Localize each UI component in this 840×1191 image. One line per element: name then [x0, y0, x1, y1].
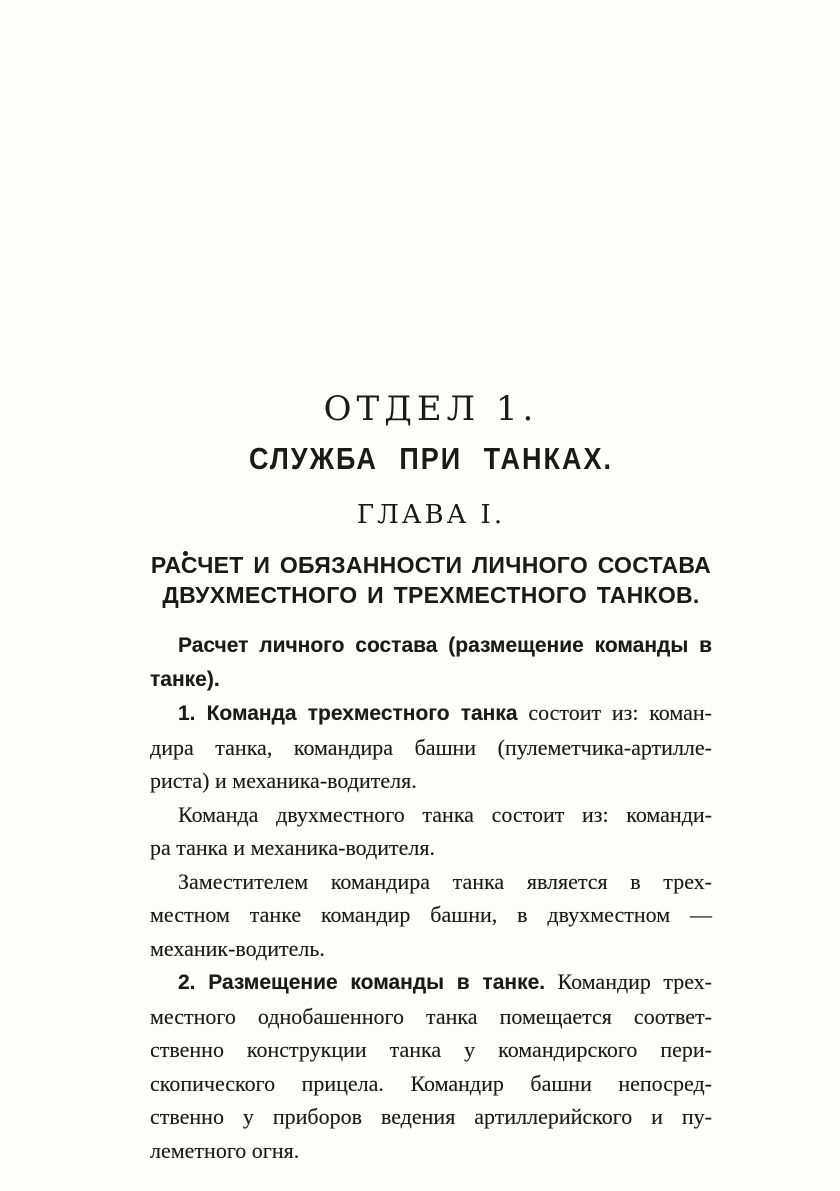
text-line: механик-водитель. [150, 935, 325, 961]
text-line [150, 696, 712, 731]
text-column [150, 390, 712, 1167]
text-line: скопического прицела. Командир башни непосред- [150, 1070, 712, 1096]
chapter-title [150, 550, 712, 610]
paragraph-crew-placement [150, 965, 712, 1167]
text-line: местном танке командир башни, в двухместном — [150, 902, 712, 927]
text-line: дира танка, командира башни (пулеметчика-артилле- [150, 734, 712, 760]
paragraph-three-man-crew [150, 696, 712, 798]
paragraph-two-man-crew [150, 798, 712, 865]
item-2-lead: 2. Размещение команды в танке. [178, 971, 546, 994]
section-heading: ОТДЕЛ 1. [323, 389, 539, 429]
text-line: местного однобашенного танка помещается соответ- [150, 1003, 712, 1029]
text-line: ра танка и механика-водителя. [150, 835, 435, 860]
item-1-lead: 1. Команда трехместного танка [178, 702, 518, 725]
paragraph-deputy-commander [150, 865, 712, 966]
text-line: ственно у приборов ведения артиллерийского и пу- [150, 1104, 712, 1129]
body-text [150, 629, 712, 1167]
item-2-rest: Командир трех- [557, 969, 713, 994]
text-line: леметного огня. [150, 1137, 300, 1163]
chapter-title-line1: РАСЧЕТ И ОБЯЗАННОСТИ ЛИЧНОГО СОСТАВА [150, 552, 712, 578]
text-line: Расчет личного состава (размещение команды в [178, 634, 712, 657]
text-line: Команда двухместного танка состоит из: команди- [178, 801, 712, 827]
paragraph-crew-composition [150, 629, 712, 696]
chapter-title-line2: ДВУХМЕСТНОГО И ТРЕХМЕСТНОГО ТАНКОВ. [162, 582, 700, 608]
chapter-heading: ГЛАВА I. [356, 500, 506, 530]
item-1-rest: состоит из: коман- [528, 700, 712, 725]
text-line: ственно конструкции танка у командирского пери- [150, 1037, 712, 1062]
text-line: танке). [150, 667, 220, 691]
text-line: риста) и механика-водителя. [150, 768, 417, 793]
text-line [150, 965, 712, 1000]
section-subtitle: СЛУЖБА ПРИ ТАНКАХ. [249, 442, 613, 476]
text-line: Заместителем командира танка является в трех- [178, 868, 712, 894]
